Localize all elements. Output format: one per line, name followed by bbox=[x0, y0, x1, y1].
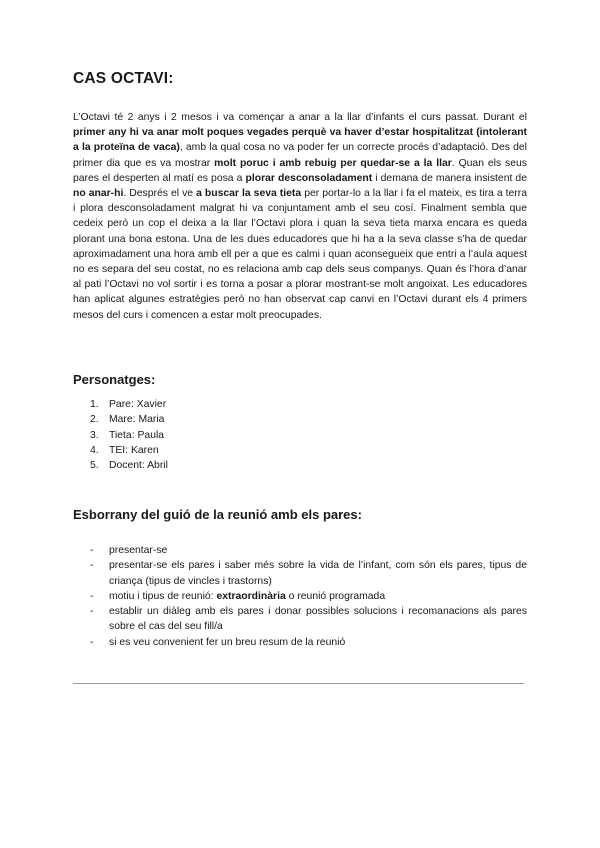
meeting-draft-heading: Esborrany del guió de la reunió amb els pares: bbox=[73, 507, 362, 522]
draft-item-text: establir un diàleg amb els pares i donar possibles solucions i recomanacions als pares sobre el cas del seu fill/a bbox=[109, 606, 527, 633]
intro-text: L’Octavi té 2 anys i 2 mesos i va començar a anar a la llar d’infants el curs passat. Durant el bbox=[73, 112, 527, 123]
character-name: TEI: Karen bbox=[109, 444, 159, 456]
list-item bbox=[73, 604, 527, 635]
dash-bullet: - bbox=[90, 545, 94, 556]
document-title: CAS OCTAVI: bbox=[73, 70, 174, 87]
list-item bbox=[90, 428, 168, 443]
intro-text: . Quan els seus pares el desperten al matí es posa a bbox=[73, 157, 527, 184]
characters-list bbox=[73, 397, 168, 473]
list-item bbox=[90, 443, 168, 458]
dash-bullet: - bbox=[90, 606, 94, 618]
dash-bullet: - bbox=[90, 590, 94, 602]
character-name: Docent: Abril bbox=[109, 460, 168, 472]
character-name: Pare: Xavier bbox=[109, 399, 167, 410]
draft-item-text: o reunió programada bbox=[285, 590, 386, 602]
intro-text: i demana de manera insistent de bbox=[372, 172, 527, 184]
list-item bbox=[73, 543, 527, 558]
character-name: Mare: Maria bbox=[109, 414, 165, 426]
draft-item-text: presentar-se bbox=[109, 545, 168, 556]
draft-item-emphasis: extraordinària bbox=[216, 590, 286, 602]
draft-item-text: si es veu convenient fer un breu resum de la reunió bbox=[109, 636, 346, 648]
intro-text: . Després el ve bbox=[123, 188, 197, 200]
intro-emphasis: molt poruc i amb rebuig per quedar-se a la llar bbox=[214, 157, 452, 169]
dash-bullet: - bbox=[90, 560, 94, 572]
case-description bbox=[73, 110, 527, 323]
intro-emphasis: no anar-hi bbox=[73, 188, 124, 200]
intro-emphasis: primer any hi va anar molt poques vegades perquè va haver d’estar hospitalitzat (intolerant a la proteïna de vaca) bbox=[73, 127, 527, 154]
horizontal-divider bbox=[73, 683, 524, 684]
draft-item-text: motiu i tipus de reunió: bbox=[109, 590, 217, 602]
intro-emphasis: a buscar la seva tieta bbox=[196, 188, 302, 200]
list-number: 2. bbox=[90, 414, 99, 426]
list-item bbox=[90, 397, 168, 412]
intro-text: per portar-lo a la llar i fa el mateix, es tira a terra i plora desconsoladament malgrat hi va conjuntament amb el seu cosí. Finalment sembla que cedeix però un cop el deixa a la llar l’Octavi plora i quan la seva tieta marxa encara es queda plorant una bona estona. Una de les dues educadores que hi ha a la seva classe s’ha de quedar aproximadament una hora amb ell per a que es calmi i quan aconsegueix que entri a l’aula aquest no es separa del seu costat, no es relaciona amb cap dels seus companys. Quan és l’hora d’anar al pati l’Octavi no vol sortir i es torna a posar a plorar mostrant-se molt angoixat. Les educadores han aplicat algunes estratègies però no han observat cap canvi en l’Octavi durant els 4 primers mesos del curs i comencen a estar molt preocupades. bbox=[73, 188, 527, 321]
list-item bbox=[73, 635, 527, 650]
list-item bbox=[73, 589, 527, 604]
list-item bbox=[73, 558, 527, 589]
intro-emphasis: plorar desconsoladament bbox=[245, 172, 373, 184]
list-number: 1. bbox=[90, 399, 99, 410]
characters-heading: Personatges: bbox=[73, 372, 156, 387]
dash-bullet: - bbox=[90, 636, 94, 648]
draft-item-text: presentar-se els pares i saber més sobre la vida de l’infant, com són els pares, tipus de criança (tipus de vincles i trastorns) bbox=[109, 560, 527, 587]
list-number: 4. bbox=[90, 444, 99, 456]
list-number: 3. bbox=[90, 429, 99, 441]
meeting-draft-list bbox=[73, 543, 527, 650]
list-number: 5. bbox=[90, 460, 99, 472]
list-item bbox=[90, 412, 168, 427]
list-item bbox=[90, 458, 168, 473]
intro-text: , amb la qual cosa no va poder fer un correcte procés d’adaptació. Des del primer dia que es va mostrar bbox=[73, 142, 527, 169]
character-name: Tieta: Paula bbox=[109, 429, 165, 441]
